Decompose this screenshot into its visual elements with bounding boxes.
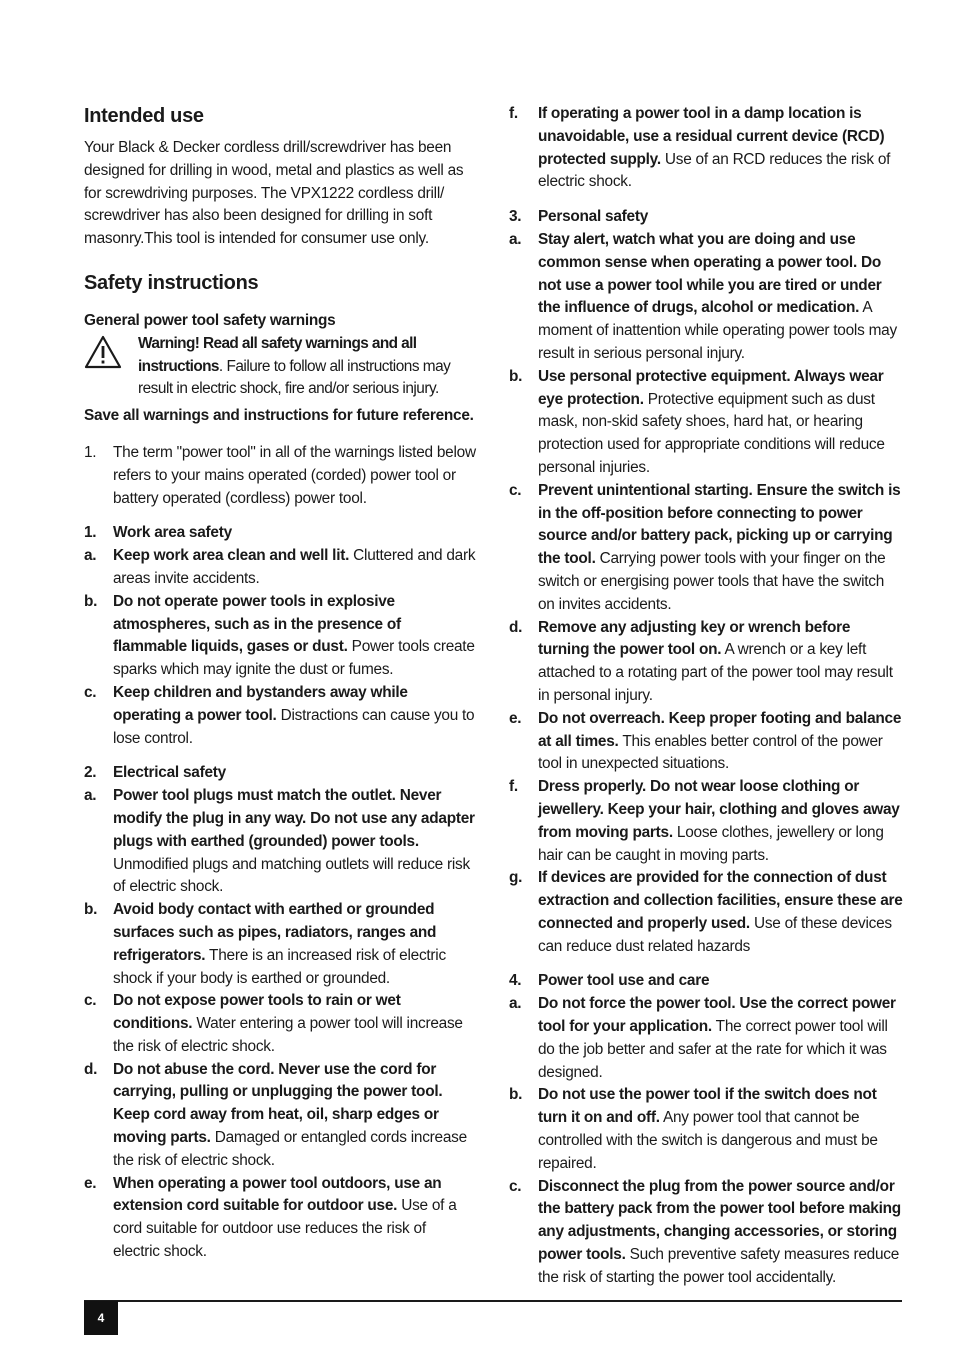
- right-column: [509, 103, 903, 1290]
- item-label: g.: [509, 869, 523, 887]
- section-title: Personal safety: [538, 208, 649, 226]
- item-label: a.: [84, 787, 97, 805]
- work-area-list: [84, 545, 476, 750]
- item-bold-text: Do not force the power tool. Use the correct power tool for your application.: [538, 995, 896, 1036]
- item-label: c.: [84, 992, 97, 1010]
- electrical-section-title: [84, 762, 476, 785]
- item-bold-text: Disconnect the plug from the power source and/or the battery pack from the power tool before making any adjustments, changing accessories, or storing power tools.: [538, 1177, 901, 1264]
- list-item: [509, 103, 903, 194]
- list-item: [84, 785, 476, 899]
- item-text: Cluttered and dark areas invite accidents.: [113, 547, 476, 587]
- item-bold-text: Stay alert, watch what you are doing and use common sense when operating a power tool. Do not use a power tool while you are tired or under the influence of drugs, alcohol or medication.: [538, 230, 882, 317]
- item-text: Use of these devices can reduce dust related hazards: [538, 914, 892, 955]
- item-label: e.: [509, 709, 522, 727]
- footer-rule: [84, 1300, 902, 1302]
- personal-list: [509, 229, 903, 959]
- tool-use-list: [509, 993, 903, 1289]
- item-text: A moment of inattention while operating power tools may result in serious personal injury.: [538, 299, 897, 362]
- item-bold-text: Avoid body contact with earthed or grounded surfaces such as pipes, radiators, ranges and refrigerators.: [113, 901, 437, 964]
- electrical-list: [84, 785, 476, 1264]
- item-bold-text: If devices are provided for the connection of dust extraction and collection facilities, ensure these are connected and properly used.: [538, 869, 903, 932]
- item-text: Use of a cord suitable for outdoor use reduces the risk of electric shock.: [113, 1197, 457, 1261]
- warning-block: [84, 333, 476, 401]
- list-item: [84, 682, 476, 750]
- item-text: Distractions can cause you to lose control.: [113, 706, 475, 747]
- work-area-section-title: [84, 522, 476, 545]
- list-item: [509, 867, 903, 958]
- list-item: [84, 1059, 476, 1173]
- item-text: Damaged or entangled cords increase the risk of electric shock.: [113, 1129, 467, 1169]
- general-warnings-subheading: General power tool safety warnings: [84, 311, 336, 329]
- item-bold-text: Keep children and bystanders away while operating a power tool.: [113, 683, 408, 724]
- warning-triangle-icon: [84, 335, 122, 369]
- intro-number: 1.: [84, 443, 97, 461]
- item-label: c.: [509, 1177, 522, 1195]
- list-item: [84, 1173, 476, 1264]
- item-text: Water entering a power tool will increase the risk of electric shock.: [113, 1015, 463, 1055]
- section-title: Power tool use and care: [538, 972, 710, 990]
- list-item: [509, 480, 903, 617]
- item-bold-text: Keep work area clean and well lit.: [113, 547, 350, 565]
- item-bold-text: If operating a power tool in a damp location is unavoidable, use a residual current device (RCD) protected supply.: [538, 105, 885, 168]
- section-number: 2.: [84, 764, 97, 782]
- item-bold-text: Remove any adjusting key or wrench before turning the power tool on.: [538, 618, 851, 659]
- list-item: [84, 899, 476, 990]
- section-number: 1.: [84, 524, 97, 542]
- item-text: Carrying power tools with your finger on the switch or energising power tools that have the switch on invites accidents.: [538, 550, 886, 613]
- personal-section-title: [509, 206, 903, 229]
- item-text: The correct power tool will do the job better and safer at the rate for which it was designed.: [538, 1018, 888, 1081]
- item-label: a.: [84, 547, 97, 565]
- item-text: Unmodified plugs and matching outlets will reduce risk of electric shock.: [113, 855, 470, 896]
- item-text: Such preventive safety measures reduce the risk of starting the power tool accidentally.: [538, 1246, 900, 1286]
- tool-use-section-title: [509, 970, 903, 993]
- item-label: a.: [509, 230, 522, 248]
- list-item: [509, 1084, 903, 1175]
- list-item: [84, 990, 476, 1058]
- item-label: c.: [509, 481, 522, 499]
- warning-text: . Failure to follow all instructions may result in electric shock, fire and/or serious injury.: [138, 357, 451, 398]
- section-number: 3.: [509, 208, 522, 226]
- item-text: There is an increased risk of electric shock if your body is earthed or grounded.: [113, 946, 446, 987]
- item-bold-text: Use personal protective equipment. Always wear eye protection.: [538, 367, 884, 408]
- save-warnings-note: Save all warnings and instructions for future reference.: [84, 407, 474, 425]
- item-text: Power tools create sparks which may ignite the dust or fumes.: [113, 638, 475, 679]
- item-bold-text: Do not operate power tools in explosive atmospheres, such as in the presence of flammable liquids, gases or dust.: [113, 592, 401, 656]
- item-label: b.: [509, 1086, 523, 1104]
- item-label: a.: [509, 995, 522, 1013]
- item-bold-text: Do not expose power tools to rain or wet conditions.: [113, 992, 401, 1033]
- item-text: A wrench or a key left attached to a rotating part of the power tool may result in personal injury.: [538, 641, 893, 704]
- section-title: Electrical safety: [113, 764, 226, 782]
- list-item: [84, 591, 476, 682]
- item-bold-text: Dress properly. Do not wear loose clothing or jewellery. Keep your hair, clothing and gloves away from moving parts.: [538, 778, 900, 841]
- item-text: Use of an RCD reduces the risk of electric shock.: [538, 150, 891, 191]
- intro-paragraph: [84, 442, 476, 510]
- item-text: This enables better control of the power tool in unexpected situations.: [538, 732, 883, 773]
- page-number: 4: [84, 1301, 118, 1335]
- item-bold-text: Do not abuse the cord. Never use the cord for carrying, pulling or unplugging the power tool. Keep cord away from heat, oil, sharp edges or moving parts.: [113, 1060, 443, 1147]
- intended-use-heading: Intended use: [84, 105, 204, 127]
- list-item: [84, 545, 476, 591]
- section-number: 4.: [509, 972, 522, 990]
- safety-instructions-heading: Safety instructions: [84, 271, 259, 294]
- item-text: Loose clothes, jewellery or long hair can be caught in moving parts.: [538, 823, 884, 864]
- intro-text: The term "power tool" in all of the warnings listed below refers to your mains operated (corded) power tool or battery operated (cordless) power tool.: [113, 443, 476, 507]
- list-item: [509, 366, 903, 480]
- list-item: [509, 1176, 903, 1290]
- warning-bold-text: Warning! Read all safety warnings and all instructions: [138, 334, 417, 375]
- item-label: f.: [509, 105, 518, 122]
- item-text: Protective equipment such as dust mask, non-skid safety shoes, hard hat, or hearing protection used for appropriate conditions will reduce personal injuries.: [538, 390, 885, 476]
- item-bold-text: When operating a power tool outdoors, use an extension cord suitable for outdoor use.: [113, 1174, 442, 1215]
- item-bold-text: Prevent unintentional starting. Ensure the switch is in the off-position before connecting to power source and/or battery pack, picking up or carrying the tool.: [538, 481, 901, 568]
- list-item: [509, 229, 903, 366]
- item-bold-text: Do not overreach. Keep proper footing and balance at all times.: [538, 709, 902, 750]
- item-bold-text: Power tool plugs must match the outlet. Never modify the plug in any way. Do not use any adapter plugs with earthed (grounded) power tools.: [113, 787, 475, 850]
- list-item: [509, 617, 903, 708]
- item-bold-text: Do not use the power tool if the switch does not turn it on and off.: [538, 1086, 877, 1127]
- item-label: f.: [509, 778, 518, 796]
- list-item: [509, 993, 903, 1084]
- item-label: b.: [84, 901, 98, 919]
- item-label: d.: [84, 1060, 98, 1078]
- item-text: Any power tool that cannot be controlled with the switch is dangerous and must be repaired.: [538, 1109, 878, 1172]
- item-label: e.: [84, 1174, 97, 1192]
- item-label: d.: [509, 618, 523, 636]
- left-column: [84, 103, 476, 1264]
- section-title: Work area safety: [113, 524, 232, 542]
- item-label: c.: [84, 683, 97, 701]
- list-item: [509, 776, 903, 867]
- intended-use-body: Your Black & Decker cordless drill/screwdriver has been designed for drilling in wood, metal and plastics as well as for screwdriving purposes. The VPX1222 cordless drill/ screwdriver has also been designed for drilling in soft masonry.This tool is intended for consumer use only.: [84, 139, 464, 248]
- item-label: b.: [509, 367, 523, 385]
- item-label: b.: [84, 592, 98, 610]
- list-item: [509, 708, 903, 776]
- electrical-f-item: [509, 103, 903, 194]
